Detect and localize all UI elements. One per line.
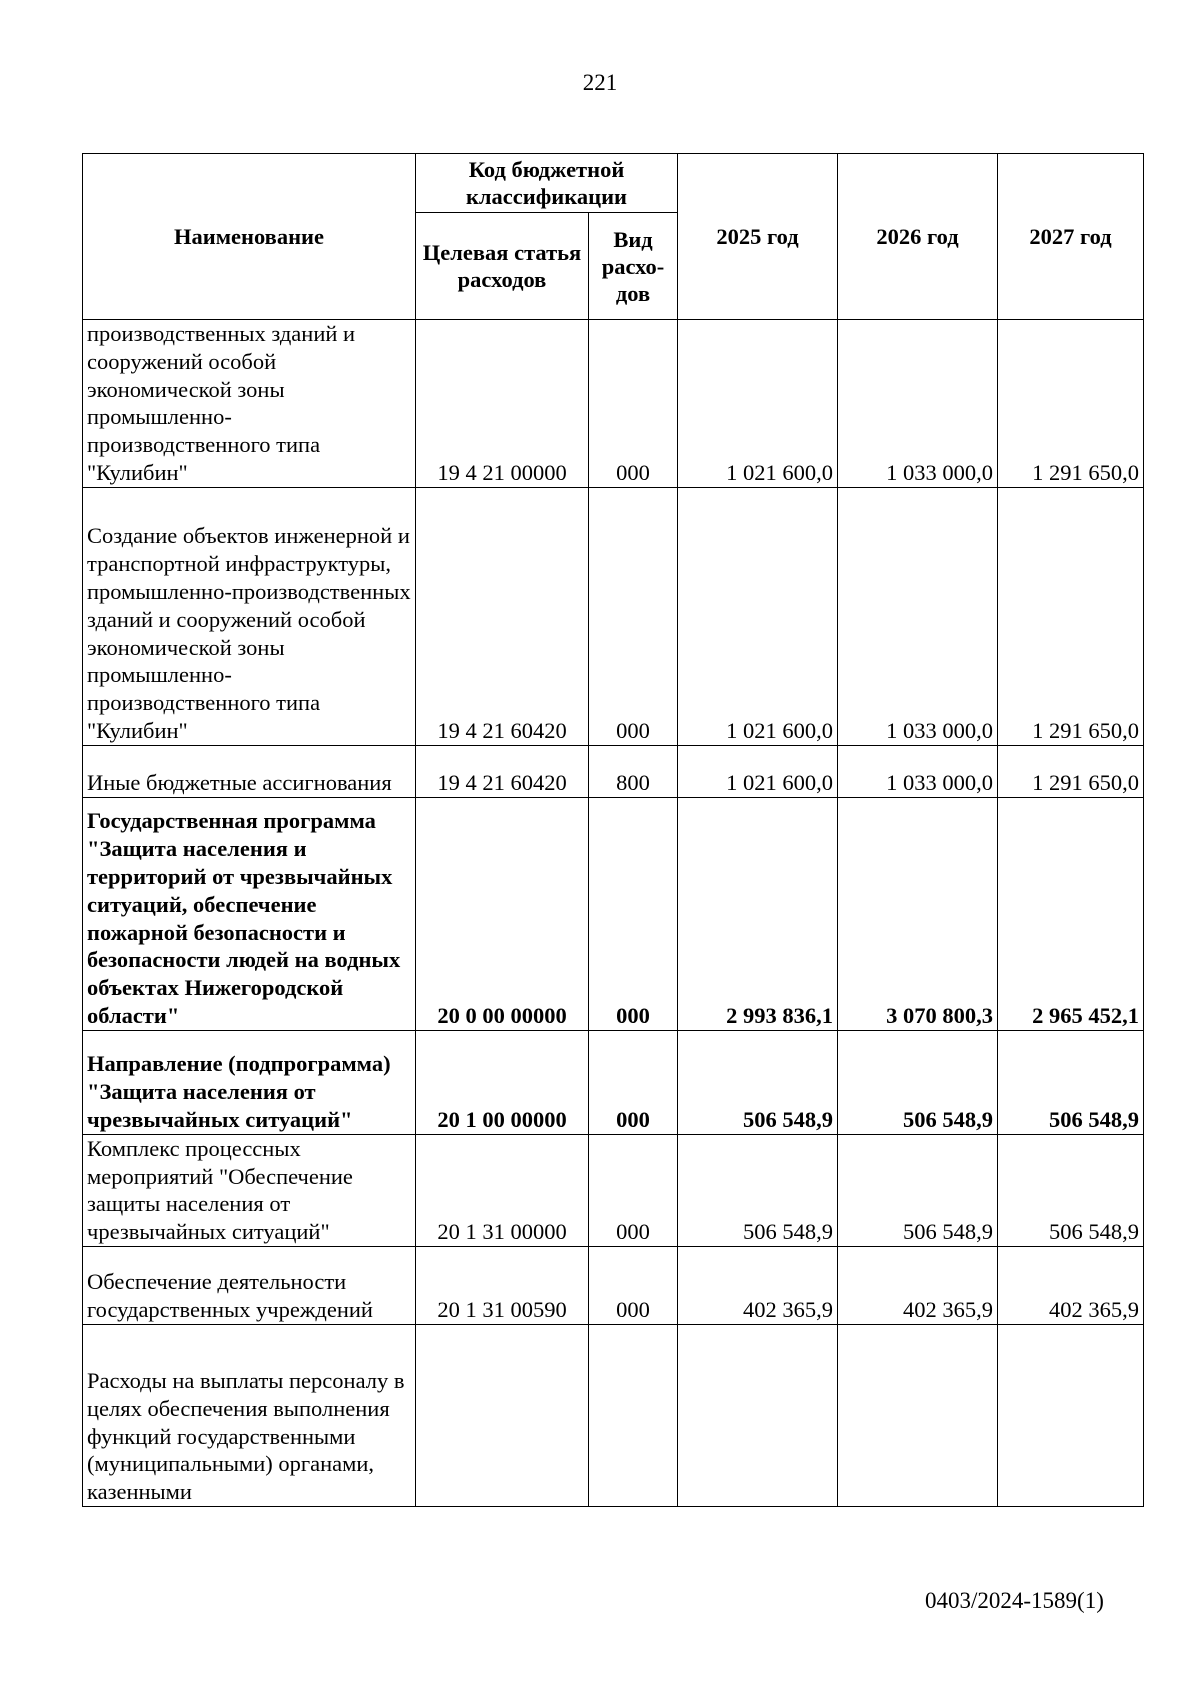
row-amount-2027: 506 548,9 [998, 1134, 1144, 1246]
row-amount-2027: 1 291 650,0 [998, 745, 1144, 797]
row-amount-2027: 402 365,9 [998, 1246, 1144, 1324]
table-row [83, 1246, 1144, 1324]
table-row [83, 487, 1144, 745]
row-name: Государственная программа "Защита населения и территорий от чрезвычайных ситуаций, обеспечение пожарной безопасности и безопасности людей на водных объектах Нижегородской области" [83, 797, 416, 1030]
row-amount-2027: 1 291 650,0 [998, 487, 1144, 745]
row-amount-2026 [838, 1324, 998, 1506]
row-amount-2025 [678, 1324, 838, 1506]
row-name: Создание объектов инженерной и транспортной инфраструктуры, промышленно-производственных зданий и сооружений особой экономической зоны промышленно-производственного типа "Кулибин" [83, 487, 416, 745]
row-target-article: 19 4 21 60420 [416, 745, 589, 797]
table-body [83, 320, 1144, 1507]
row-amount-2027: 2 965 452,1 [998, 797, 1144, 1030]
row-expense-type: 000 [589, 1134, 678, 1246]
row-name: Иные бюджетные ассигнования [83, 745, 416, 797]
header-row-top [83, 154, 1144, 213]
row-target-article [416, 1324, 589, 1506]
row-target-article: 20 1 31 00000 [416, 1134, 589, 1246]
row-amount-2025: 506 548,9 [678, 1134, 838, 1246]
header-target-article: Целевая статья расходов [416, 213, 589, 320]
row-expense-type: 000 [589, 797, 678, 1030]
row-amount-2026: 1 033 000,0 [838, 487, 998, 745]
row-amount-2027: 506 548,9 [998, 1030, 1144, 1134]
row-amount-2025: 1 021 600,0 [678, 320, 838, 488]
header-2026: 2026 год [838, 154, 998, 320]
row-expense-type: 000 [589, 1246, 678, 1324]
row-amount-2026: 506 548,9 [838, 1030, 998, 1134]
header-expense-type: Вид расхо-дов [589, 213, 678, 320]
budget-table [82, 153, 1144, 1507]
row-expense-type: 000 [589, 1030, 678, 1134]
row-amount-2025: 506 548,9 [678, 1030, 838, 1134]
row-target-article: 20 0 00 00000 [416, 797, 589, 1030]
row-name: Направление (подпрограмма) "Защита населения от чрезвычайных ситуаций" [83, 1030, 416, 1134]
row-amount-2026: 402 365,9 [838, 1246, 998, 1324]
header-name: Наименование [83, 154, 416, 320]
page-number: 221 [582, 70, 618, 95]
row-amount-2026: 1 033 000,0 [838, 320, 998, 488]
row-amount-2025: 1 021 600,0 [678, 745, 838, 797]
row-amount-2025: 402 365,9 [678, 1246, 838, 1324]
table-row [83, 1030, 1144, 1134]
row-target-article: 20 1 31 00590 [416, 1246, 589, 1324]
row-amount-2026: 506 548,9 [838, 1134, 998, 1246]
header-2025: 2025 год [678, 154, 838, 320]
row-target-article: 19 4 21 60420 [416, 487, 589, 745]
document-code: 0403/2024-1589(1) [925, 1588, 1104, 1613]
header-2027: 2027 год [998, 154, 1144, 320]
row-expense-type: 000 [589, 487, 678, 745]
header-classification-group: Код бюджетной классификации [416, 154, 678, 213]
row-amount-2026: 1 033 000,0 [838, 745, 998, 797]
table-row [83, 745, 1144, 797]
row-amount-2027: 1 291 650,0 [998, 320, 1144, 488]
row-expense-type: 800 [589, 745, 678, 797]
row-name: производственных зданий и сооружений особой экономической зоны промышленно-производственного типа "Кулибин" [83, 320, 416, 488]
row-target-article: 20 1 00 00000 [416, 1030, 589, 1134]
table-row [83, 320, 1144, 488]
row-expense-type: 000 [589, 320, 678, 488]
row-amount-2027 [998, 1324, 1144, 1506]
row-name: Комплекс процессных мероприятий "Обеспечение защиты населения от чрезвычайных ситуаций" [83, 1134, 416, 1246]
table-row [83, 1324, 1144, 1506]
row-target-article: 19 4 21 00000 [416, 320, 589, 488]
row-amount-2025: 2 993 836,1 [678, 797, 838, 1030]
row-expense-type [589, 1324, 678, 1506]
table-row [83, 797, 1144, 1030]
row-name: Обеспечение деятельности государственных учреждений [83, 1246, 416, 1324]
table-row [83, 1134, 1144, 1246]
row-amount-2026: 3 070 800,3 [838, 797, 998, 1030]
row-amount-2025: 1 021 600,0 [678, 487, 838, 745]
row-name: Расходы на выплаты персоналу в целях обеспечения выполнения функций государственными (муниципальными) органами, казенными [83, 1324, 416, 1506]
